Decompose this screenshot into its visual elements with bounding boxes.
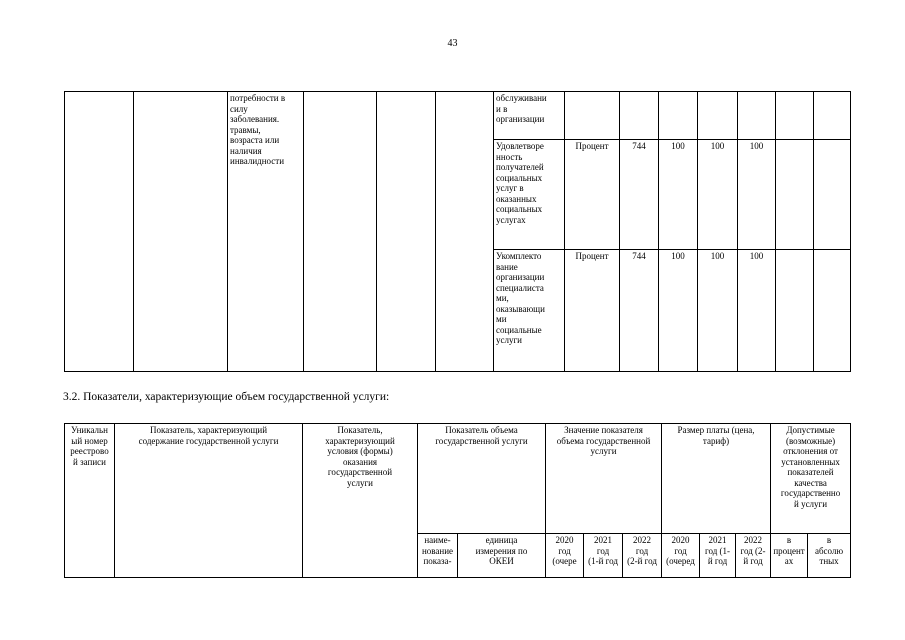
- table-cell-empty: [134, 92, 228, 372]
- value-2022-cell: [738, 92, 776, 140]
- okei-cell: [620, 92, 659, 140]
- indicator-name-cell: Укомплекто вание организации специалиста ми, оказывающи ми социальные услуги: [494, 250, 565, 372]
- unit-cell: Процент: [565, 140, 620, 250]
- unit-cell: [565, 92, 620, 140]
- table-cell-empty: [776, 92, 814, 140]
- header-registry-number: Уникальн ый номер реестрово й записи: [65, 424, 115, 578]
- table-cell-empty: [814, 92, 851, 140]
- header-volume-value: Значение показателя объема государственной услуги: [546, 424, 662, 534]
- subheader-fee-2020: 2020 год (очеред: [662, 534, 700, 578]
- okei-cell: 744: [620, 140, 659, 250]
- value-2022-cell: 100: [738, 140, 776, 250]
- okei-cell: 744: [620, 250, 659, 372]
- table-cell-empty: [377, 92, 436, 372]
- table-cell-empty: [776, 250, 814, 372]
- subheader-fee-2021: 2021 год (1- й год: [700, 534, 736, 578]
- header-allowed-deviation: Допустимые (возможные) отклонения от установленных показателей качества государственно й услуги: [771, 424, 851, 534]
- header-conditions-indicator: Показатель, характеризующий условия (формы) оказания государственной услуги: [303, 424, 418, 578]
- value-2021-cell: 100: [698, 140, 738, 250]
- subheader-value-2021: 2021 год (1-й год: [584, 534, 623, 578]
- value-2022-cell: 100: [738, 250, 776, 372]
- table-cell-empty: [65, 92, 134, 372]
- page-number: 43: [447, 38, 458, 49]
- value-2020-cell: 100: [659, 250, 698, 372]
- header-content-indicator: Показатель, характеризующий содержание государственной услуги: [115, 424, 303, 578]
- subheader-fee-2022: 2022 год (2- й год: [736, 534, 771, 578]
- header-volume-indicator: Показатель объема государственной услуги: [418, 424, 546, 534]
- subheader-name: наиме- нование показа-: [418, 534, 458, 578]
- indicator-name-cell: обслуживани и в организации: [494, 92, 565, 140]
- value-2020-cell: 100: [659, 140, 698, 250]
- indicator-name-cell: Удовлетворе нность получателей социальных услуг в оказанных социальных услугах: [494, 140, 565, 250]
- value-2021-cell: [698, 92, 738, 140]
- value-2020-cell: [659, 92, 698, 140]
- subheader-value-2020: 2020 год (очере: [546, 534, 584, 578]
- quality-indicators-table: [64, 91, 851, 372]
- subheader-value-2022: 2022 год (2-й год: [623, 534, 662, 578]
- section-heading: 3.2. Показатели, характеризующие объем государственной услуги:: [63, 391, 390, 403]
- value-2021-cell: 100: [698, 250, 738, 372]
- unit-cell: Процент: [565, 250, 620, 372]
- subheader-deviation-absolute: в абсолю тных: [808, 534, 851, 578]
- subheader-deviation-percent: в процент ах: [771, 534, 808, 578]
- subheader-unit-okei: единица измерения по ОКЕИ: [458, 534, 546, 578]
- table-cell-empty: [776, 140, 814, 250]
- volume-indicators-table: [64, 423, 851, 578]
- table-cell-empty: [814, 250, 851, 372]
- table-cell-empty: [436, 92, 494, 372]
- condition-text-cell: потребности в силу заболевания. травмы, возраста или наличия инвалидности: [228, 92, 304, 372]
- header-fee: Размер платы (цена, тариф): [662, 424, 771, 534]
- table-cell-empty: [304, 92, 377, 372]
- table-cell-empty: [814, 140, 851, 250]
